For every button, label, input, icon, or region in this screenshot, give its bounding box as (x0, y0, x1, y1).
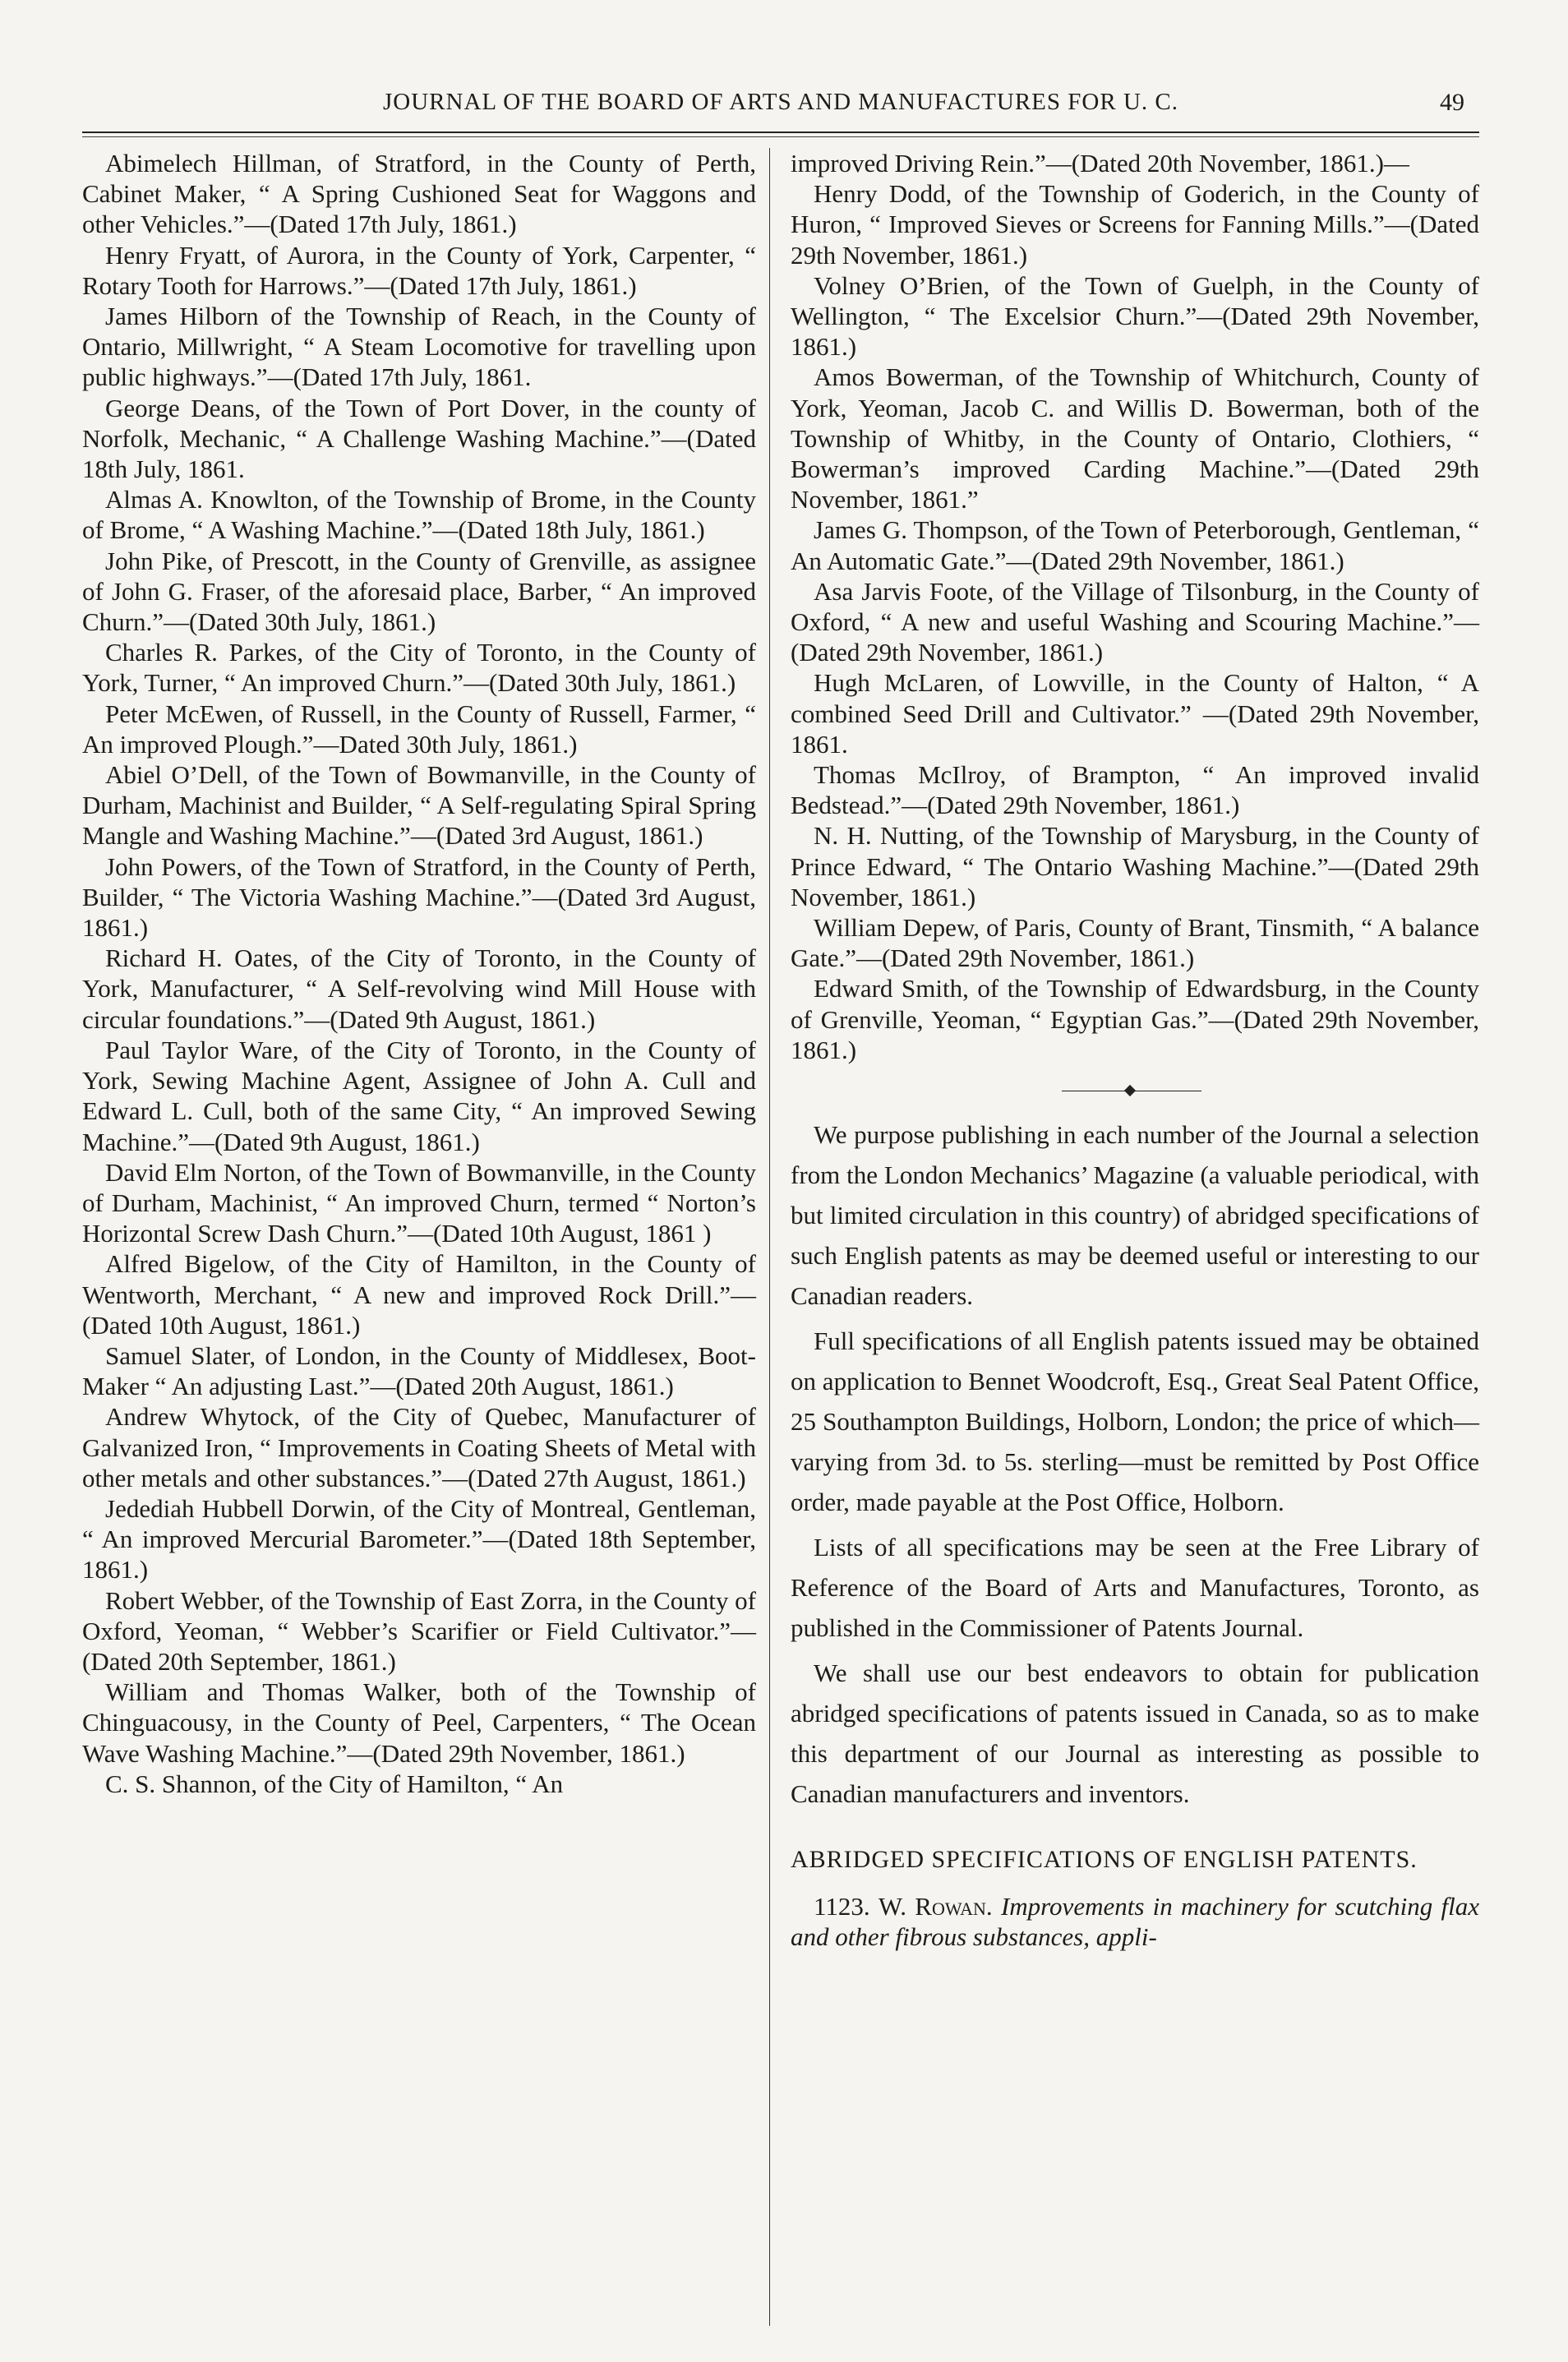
separator-ornament (1124, 1085, 1136, 1096)
patent-entry: Henry Dodd, of the Township of Goderich, in the County of Huron, “ Improved Sieves or Screens for Fanning Mills.”—(Dated 29th November, 1861.) (791, 179, 1479, 270)
patent-entry: Volney O’Brien, of the Town of Guelph, in the County of Wellington, “ The Excelsior Churn.”—(Dated 29th November, 1861.) (791, 270, 1479, 362)
header-rule-thin (82, 136, 1479, 137)
patent-entry: Richard H. Oates, of the City of Toronto, in the County of York, Manufacturer, “ A Self-revolving wind Mill House with circular foundations.”—(Dated 9th August, 1861.) (82, 943, 756, 1034)
spec-inventor: W. Rowan. (878, 1892, 993, 1921)
page-number: 49 (1440, 89, 1464, 116)
patent-entry: David Elm Norton, of the Town of Bowmanville, in the County of Durham, Machinist, “ An improved Churn, termed “ Norton’s Horizontal Screw Dash Churn.”—(Dated 10th August, 1861 ) (82, 1157, 756, 1248)
spec-number: 1123. (814, 1892, 870, 1921)
notice-paragraph: Full specifications of all English patents issued may be obtained on application to Bennet Woodcroft, Esq., Great Seal Patent Office, 25 Southampton Buildings, Holborn, London; the price of which—varying from 3d. to 5s. sterling—must be remitted by Post Office order, made payable at the Post Office, Holborn. (791, 1326, 1479, 1517)
patent-entry: Abiel O’Dell, of the Town of Bowmanville, in the County of Durham, Machinist and Builder, “ A Self-regulating Spiral Spring Mangle and Washing Machine.”—(Dated 3rd August, 1861.) (82, 760, 756, 851)
section-separator (791, 1086, 1479, 1095)
patent-entry: Robert Webber, of the Township of East Zorra, in the County of Oxford, Yeoman, “ Webber’s Scarifier or Field Cultivator.”—(Dated 20th September, 1861.) (82, 1585, 756, 1676)
journal-title: JOURNAL OF THE BOARD OF ARTS AND MANUFACTURES FOR U. C. (383, 89, 1178, 115)
patent-entry: Samuel Slater, of London, in the County of Middlesex, Boot-Maker “ An adjusting Last.”—(Dated 20th August, 1861.) (82, 1340, 756, 1401)
patent-entry: Hugh McLaren, of Lowville, in the County of Halton, “ A combined Seed Drill and Cultivator.” —(Dated 29th November, 1861. (791, 668, 1479, 759)
notice-paragraph: We shall use our best endeavors to obtain for publication abridged specifications of patents issued in Canada, so as to make this department of our Journal as interesting as possible to Canadian manufacturers and inventors. (791, 1658, 1479, 1809)
editorial-notice (791, 1114, 1479, 1814)
patent-entry: Almas A. Knowlton, of the Township of Brome, in the County of Brome, “ A Washing Machine.”—(Dated 18th July, 1861.) (82, 485, 756, 545)
patent-entry: Henry Fryatt, of Aurora, in the County of York, Carpenter, “ Rotary Tooth for Harrows.”—(Dated 17th July, 1861.) (82, 240, 756, 300)
patent-entry: Peter McEwen, of Russell, in the County of Russell, Farmer, “ An improved Plough.”—Dated 30th July, 1861.) (82, 699, 756, 759)
patent-entry: William and Thomas Walker, both of the Township of Chinguacousy, in the County of Peel, Carpenters, “ The Ocean Wave Washing Machine.”—(Dated 29th November, 1861.) (82, 1677, 756, 1768)
patent-entry: C. S. Shannon, of the City of Hamilton, “ An (105, 1769, 564, 1798)
spec-title: Improvements in machinery for scutching flax and other fibrous substances, appli- (791, 1892, 1480, 1952)
patent-entry: Alfred Bigelow, of the City of Hamilton, in the County of Wentworth, Merchant, “ A new and improved Rock Drill.”—(Dated 10th August, 1861.) (82, 1249, 756, 1340)
notice-paragraph: We purpose publishing in each number of the Journal a selection from the London Mechanics’ Magazine (a valuable periodical, with but limited circulation in this country) of abridged specifications of such English patents as may be deemed useful or interesting to our Canadian readers. (791, 1120, 1479, 1311)
column-divider (769, 148, 770, 2326)
continued-entry: improved Driving Rein.”—(Dated 20th November, 1861.)— (791, 149, 1409, 178)
patent-entry: Charles R. Parkes, of the City of Toronto, in the County of York, Turner, “ An improved Churn.”—(Dated 30th July, 1861.) (82, 638, 756, 698)
patent-entry: George Deans, of the Town of Port Dover, in the county of Norfolk, Mechanic, “ A Challenge Washing Machine.”—(Dated 18th July, 1861. (82, 393, 756, 484)
notice-paragraph: Lists of all specifications may be seen at the Free Library of Reference of the Board of Arts and Manufactures, Toronto, as published in the Commissioner of Patents Journal. (791, 1533, 1479, 1643)
patent-entry: James Hilborn of the Township of Reach, in the County of Ontario, Millwright, “ A Steam Locomotive for travelling upon public highways.”—(Dated 17th July, 1861. (82, 302, 756, 392)
patent-entry: Andrew Whytock, of the City of Quebec, Manufacturer of Galvanized Iron, “ Improvements in Coating Sheets of Metal with other metals and other substances.”—(Dated 27th August, 1861.) (82, 1402, 756, 1492)
patent-entry: James G. Thompson, of the Town of Peterborough, Gentleman, “ An Automatic Gate.”—(Dated 29th November, 1861.) (791, 515, 1479, 575)
patent-entry: John Powers, of the Town of Stratford, in the County of Perth, Builder, “ The Victoria Washing Machine.”—(Dated 3rd August, 1861.) (82, 851, 756, 943)
patent-entry: Jedediah Hubbell Dorwin, of the City of Montreal, Gentleman, “ An improved Mercurial Barometer.”—(Dated 18th September, 1861.) (82, 1493, 756, 1585)
page-header (82, 89, 1479, 130)
header-rule-thick (82, 131, 1479, 133)
patent-entry: Abimelech Hillman, of Stratford, in the County of Perth, Cabinet Maker, “ A Spring Cushioned Seat for Waggons and other Vehicles.”—(Dated 17th July, 1861.) (82, 149, 756, 239)
patent-entry: Thomas McIlroy, of Brampton, “ An improved invalid Bedstead.”—(Dated 29th November, 1861.) (791, 760, 1479, 820)
right-column (791, 148, 1479, 1953)
patent-entry: Asa Jarvis Foote, of the Village of Tilsonburg, in the County of Oxford, “ A new and useful Washing and Scouring Machine.”—(Dated 29th November, 1861.) (791, 576, 1479, 667)
section-heading: ABRIDGED SPECIFICATIONS OF ENGLISH PATENTS. (791, 1846, 1418, 1874)
patent-entry: Edward Smith, of the Township of Edwardsburg, in the County of Grenville, Yeoman, “ Egyptian Gas.”—(Dated 29th November, 1861.) (791, 974, 1479, 1064)
patent-entry: John Pike, of Prescott, in the County of Grenville, as assignee of John G. Fraser, of the aforesaid place, Barber, “ An improved Churn.”—(Dated 30th July, 1861.) (82, 546, 756, 637)
patent-entry: N. H. Nutting, of the Township of Marysburg, in the County of Prince Edward, “ The Ontario Washing Machine.”—(Dated 29th November, 1861.) (791, 821, 1479, 911)
patent-entry: William Depew, of Paris, County of Brant, Tinsmith, “ A balance Gate.”—(Dated 29th November, 1861.) (791, 913, 1479, 973)
left-column (82, 148, 756, 1799)
specification-entry (791, 1891, 1479, 1952)
patent-entry: Amos Bowerman, of the Township of Whitchurch, County of York, Yeoman, Jacob C. and Willis D. Bowerman, both of the Township of Whitby, in the County of Ontario, Clothiers, “ Bowerman’s improved Carding Machine.”—(Dated 29th November, 1861.” (791, 362, 1479, 514)
patent-entry: Paul Taylor Ware, of the City of Toronto, in the County of York, Sewing Machine Agent, Assignee of John A. Cull and Edward L. Cull, both of the same City, “ An improved Sewing Machine.”—(Dated 9th August, 1861.) (82, 1035, 756, 1156)
